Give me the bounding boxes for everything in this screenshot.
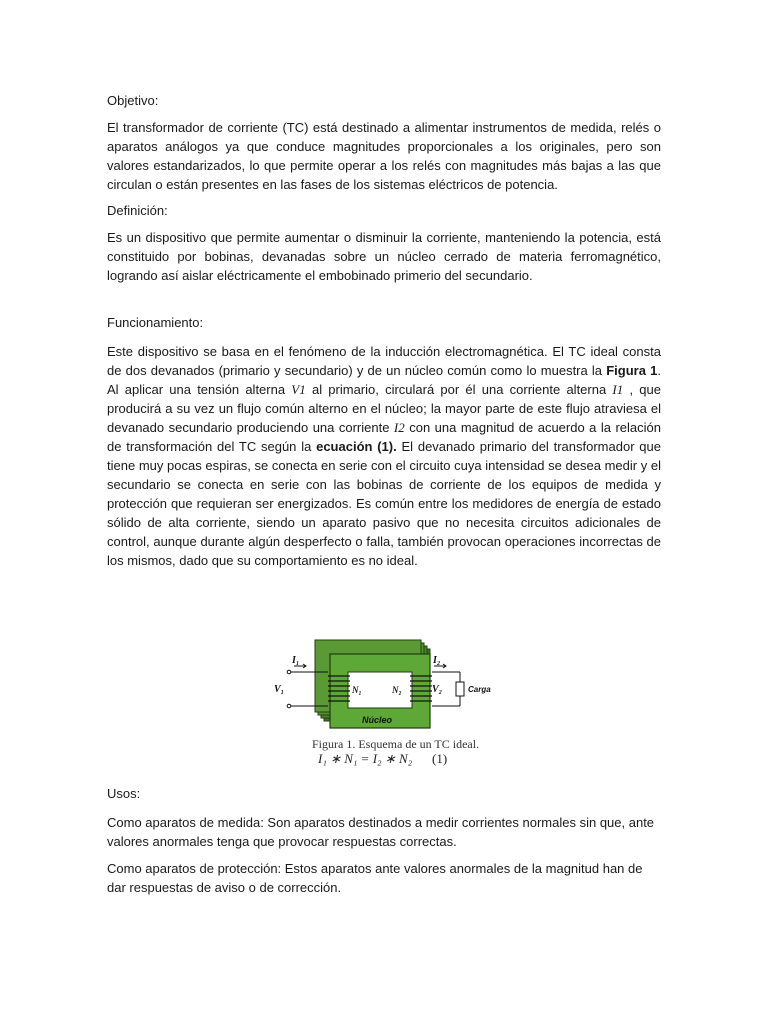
- definicion-paragraph: Es un dispositivo que permite aumentar o disminuir la corriente, manteniendo la potencia, está constituido por bobinas, devanadas sobre un núcleo cerrado de materia ferromagnético, logrando así aislar eléctricamente el embobinado primerio del secundario.: [107, 230, 661, 283]
- v1-label: V₁: [274, 684, 285, 695]
- equation: I₁ ∗ N₁ = I₂ ∗ N₂: [318, 751, 413, 766]
- figure-caption: Figura 1. Esquema de un TC ideal.: [312, 737, 480, 751]
- var-v1: V1: [291, 382, 306, 397]
- funcionamiento-paragraph: Este dispositivo se basa en el fenómeno de la inducción electromagnética. El TC ideal consta de dos devanados (primario y secundario) y de un núcleo común como lo muestra la Figura 1. Al aplicar una tensión alterna V1 al primario, circulará por él una corriente alterna I1 , que producirá a su vez un flujo común alterno en el núcleo; la mayor parte de este flujo atraviesa el devanado secundario produciendo una corriente I2 con una magnitud de acuerdo a la relación de transformación del TC según la ecuación (1). El devanado primario del transformador que tiene muy pocas espiras, se conecta en serie con el circuito cuya intensidad se desea medir y el secundario se conecta en serie con las bobinas de corriente de los equipos de medida y protección que requieran ser energizados. Es común entre los medidores de energía de estado sólido de alta corriente, siendo un aparato pasivo que no necesita circuitos adicionales de control, aunque durante algún desperfecto o falla, también provocan operaciones incorrectas de los mismos, dado que su comportamiento es no ideal.: [107, 344, 661, 568]
- objetivo-paragraph: El transformador de corriente (TC) está destinado a alimentar instrumentos de medida, relés o aparatos análogos ya que conduce magnitudes proporcionales a los originales, pero son valores estandarizados, lo que permite operar a los relés con magnitudes más bajas a las que circulan o están presentes en las fases de los sistemas eléctricos de potencia.: [107, 120, 661, 192]
- usos-heading: Usos:: [107, 786, 141, 801]
- n1-label: N₁: [352, 685, 362, 695]
- i1-label: I₁: [292, 655, 300, 666]
- load-label: Carga: [468, 685, 491, 694]
- usos-medida-paragraph: Como aparatos de medida: Son aparatos destinados a medir corrientes normales sin que, ante valores anormales tenga que provocar respuestas correctas.: [107, 815, 655, 849]
- v2-label: V₂: [432, 684, 443, 695]
- funcionamiento-heading: Funcionamiento:: [107, 315, 204, 330]
- definicion-heading: Definición:: [107, 203, 168, 218]
- ecuacion-ref: ecuación (1).: [316, 439, 397, 454]
- i2-label: I₂: [433, 655, 441, 666]
- var-i1: I1: [612, 382, 624, 397]
- usos-section: [107, 785, 661, 897]
- equation-number: (1): [432, 751, 448, 766]
- objetivo-heading: Objetivo:: [107, 93, 159, 108]
- var-i2: I2: [393, 420, 405, 435]
- n2-label: N₂: [392, 685, 402, 695]
- document-body: [107, 92, 661, 570]
- figura-ref: Figura 1: [606, 363, 658, 378]
- core-label: Núcleo: [362, 715, 393, 725]
- usos-proteccion-paragraph: Como aparatos de protección: Estos aparatos ante valores anormales de la magnitud han de dar respuestas de aviso o de corrección.: [107, 861, 643, 895]
